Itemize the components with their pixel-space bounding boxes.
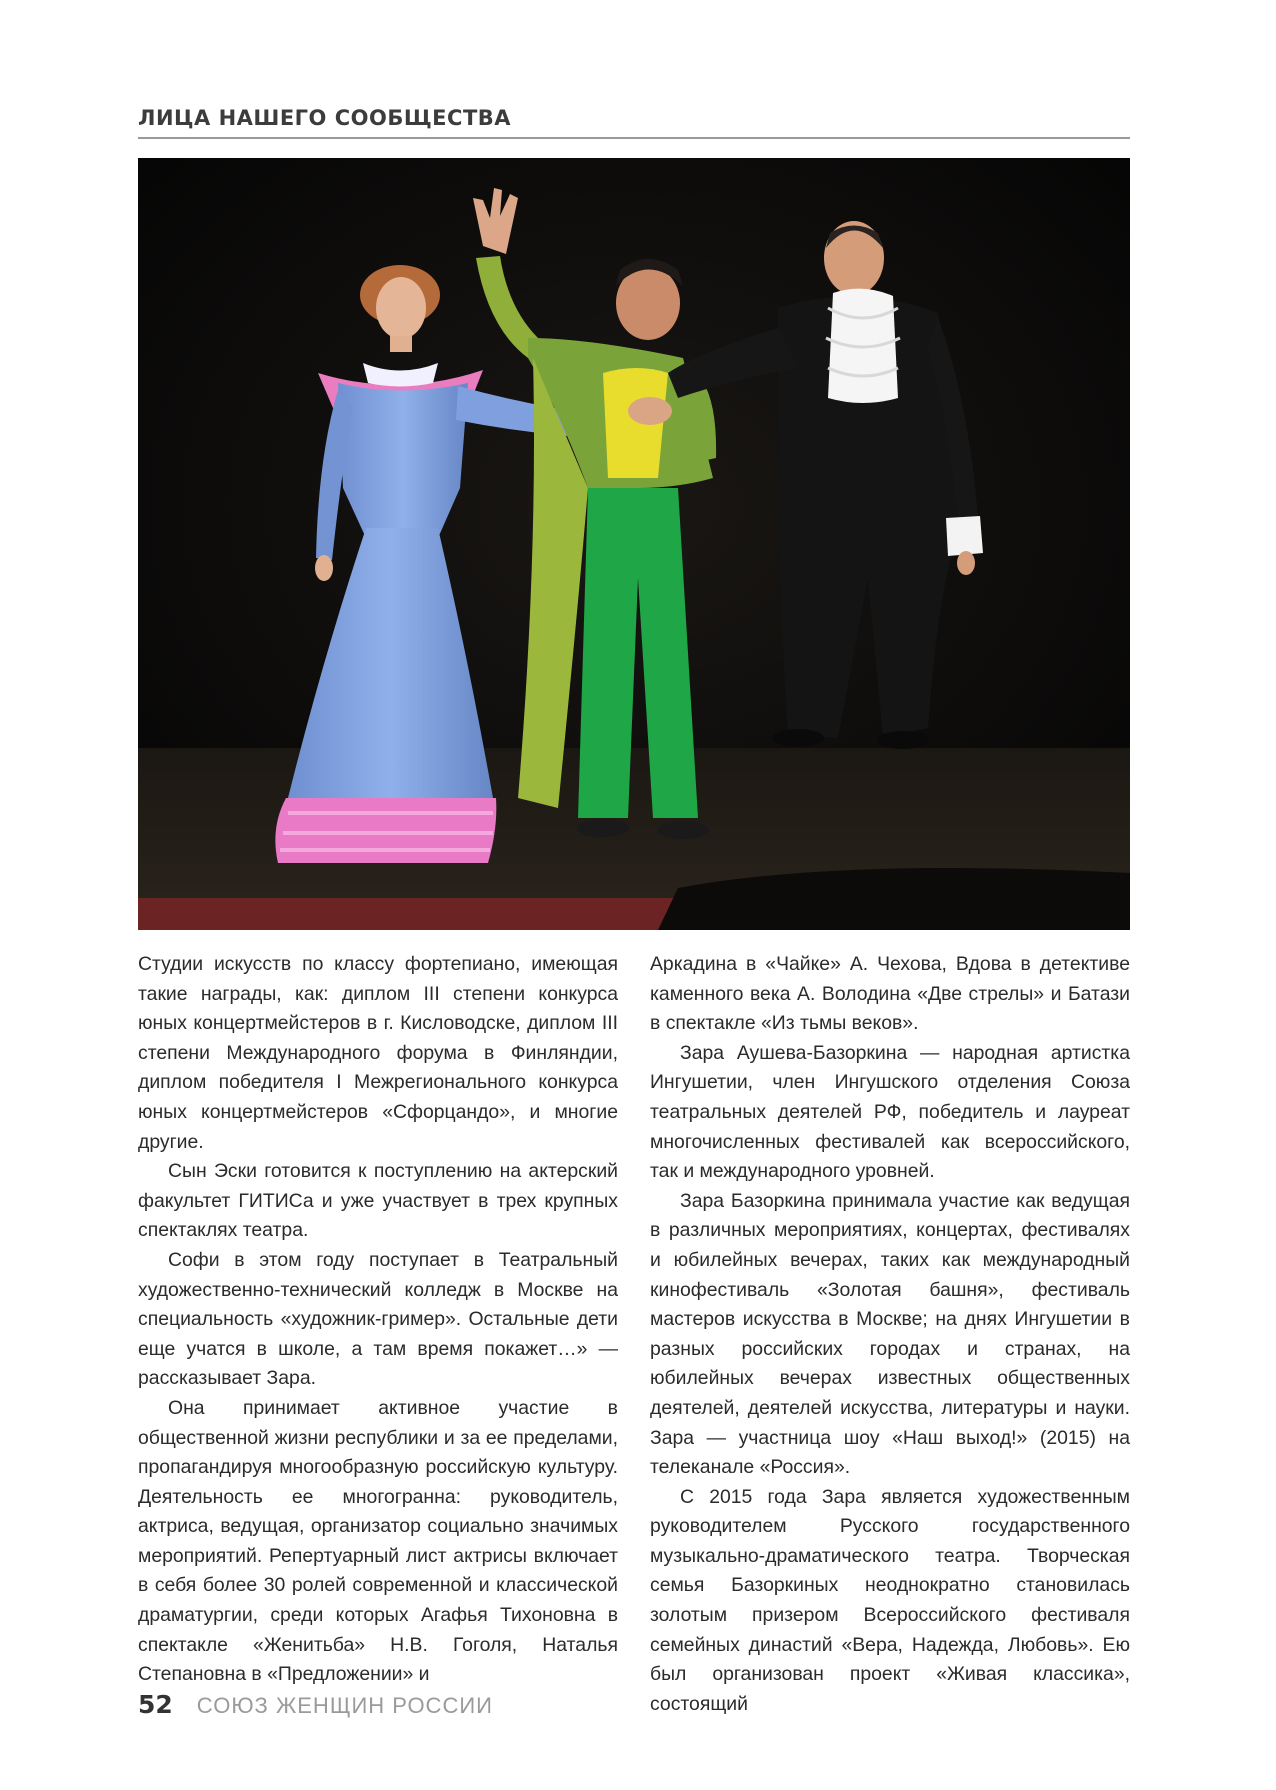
section-title: ЛИЦА НАШЕГО СООБЩЕСТВА [138,106,512,130]
paragraph: Аркадина в «Чайке» А. Чехова, Вдова в детективе каменного века А. Володина «Две стрелы» и Батази в спектакле «Из тьмы веков». [650,953,1130,1035]
page-number: 52 [138,1690,173,1719]
paragraph: Софи в этом году поступает в Театральный художественно-технический колледж в Москве на специальность «художник-гример». Остальные дети еще учатся в школе, а там время покажет…» — рассказывает Зара. [138,1248,618,1390]
page-footer [138,1690,493,1724]
joined-hands [628,397,672,425]
right-column [650,950,1130,1719]
stage-photo-illustration [138,158,1130,930]
paragraph: Она принимает активное участие в общественной жизни республики и за ее пределами, пропагандируя многообразную российскую культуру. Деятельность ее многогранна: руководитель, актриса, ведущая, организатор социально значимых мероприятий. Репертуарный лист актрисы включает в себя более 30 ролей современной и классической драматургии, среди которых Агафья Тихоновна в спектакле «Женитьба» Н.В. Гоголя, Наталья Степановна в «Предложении» и [138,1396,618,1686]
paragraph: Сын Эски готовится к поступлению на актерский факультет ГИТИСа и уже участвует в трех крупных спектаклях театра. [138,1160,618,1242]
paragraph: Зара Аушева-Базоркина — народная артистка Ингушетии, член Ингушского отделения Союза театральных деятелей РФ, победитель и лауреат многочисленных фестивалей как всероссийского, так и международного уровней. [650,1041,1130,1183]
left-column [138,950,618,1690]
stage-photo [138,158,1130,930]
paragraph: Зара Базоркина принимала участие как ведущая в различных мероприятиях, концертах, фестивалях и юбилейных вечерах, таких как международный кинофестиваль «Золотая башня», фестиваль мастеров искусства в Москве; на днях Ингушетии в разных российских городах и странах, на юбилейных вечерах известных общественных деятелей, деятелей искусства, литературы и науки. Зара — участница шоу «Наш выход!» (2015) на телеканале «Россия». [650,1189,1130,1479]
header-rule [138,137,1130,139]
publication-name: СОЮЗ ЖЕНЩИН РОССИИ [196,1693,493,1718]
paragraph: С 2015 года Зара является художественным руководителем Русского государственного музыкально-драматического театра. Творческая семья Базоркиных неоднократно становилась золотым призером Всероссийского фестиваля семейных династий «Вера, Надежда, Любовь». Ею был организован проект «Живая классика», состоящий [650,1485,1130,1715]
paragraph: Студии искусств по классу фортепиано, имеющая такие награды, как: диплом III степени конкурса юных концертмейстеров в г. Кисловодске, диплом III степени Международного форума в Финляндии, диплом победителя I Межрегионального конкурса юных концертмейстеров «Сфорцандо», и многие другие. [138,953,618,1153]
